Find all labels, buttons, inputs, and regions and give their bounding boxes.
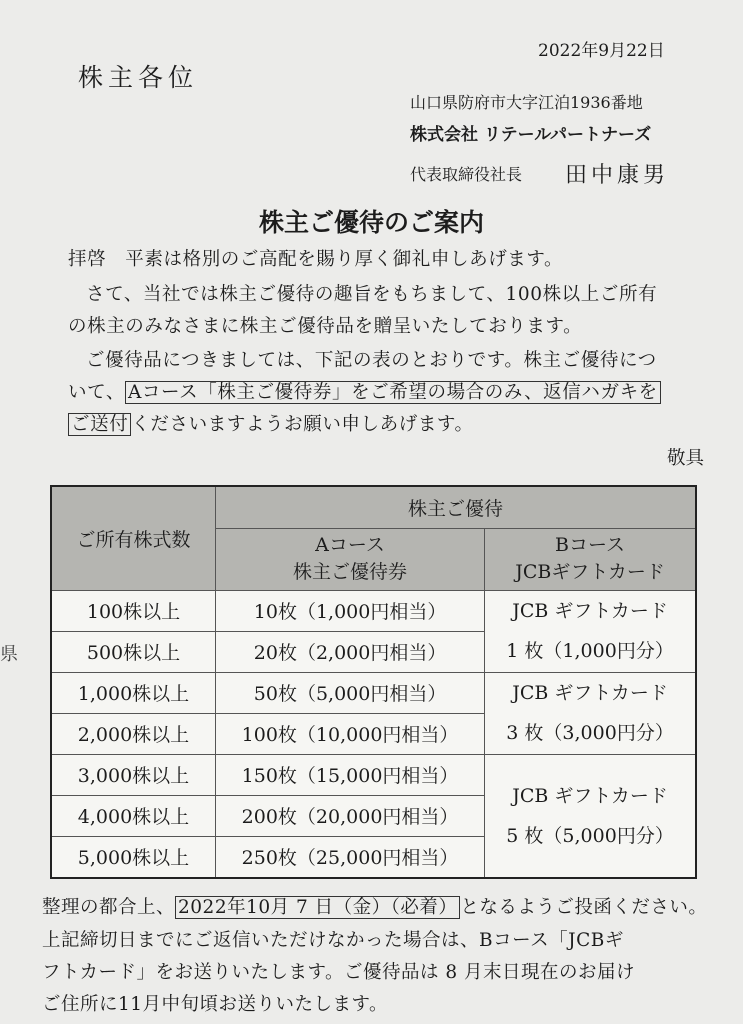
shares-cell: 3,000株以上 (51, 754, 215, 795)
table-row (51, 672, 696, 713)
header-course-a (215, 528, 484, 590)
shares-cell: 2,000株以上 (51, 713, 215, 754)
para2-line2 (68, 378, 661, 404)
course-b-card: JCB ギフトカード (512, 784, 668, 807)
deadline-date: 2022年10月 7 日（金）（必着） (175, 896, 460, 919)
note-line1-post: となるようご投函ください。 (460, 897, 708, 918)
closing-word: 敬具 (667, 448, 705, 469)
course-a-cell: 100枚（10,000円相当） (215, 713, 484, 754)
para2-line1: ご優待品につきましては、下記の表のとおりです。株主ご優待につ (86, 350, 657, 371)
header-shares: ご所有株式数 (51, 486, 215, 590)
shares-cell: 100株以上 (51, 590, 215, 631)
letter-date: 2022年9月22日 (538, 41, 665, 61)
course-b-cell (485, 590, 696, 672)
header-course-b (485, 528, 696, 590)
para2-line3 (68, 410, 474, 436)
course-b-cell (485, 754, 696, 878)
shares-cell: 4,000株以上 (51, 795, 215, 836)
course-b-card: JCB ギフトカード (512, 682, 668, 704)
greeting-line: 拝啓 平素は格別のご高配を賜り厚く御礼申しあげます。 (68, 249, 564, 270)
header-benefit: 株主ご優待 (215, 486, 696, 528)
addressee: 株主各位 (78, 63, 199, 92)
table-row (51, 754, 696, 795)
course-a-cell: 10枚（1,000円相当） (215, 590, 484, 631)
note-line4: ご住所に11月中旬頃お送りいたします。 (42, 994, 389, 1015)
course-b-name: Bコース (555, 534, 626, 556)
page-title: 株主ご優待のご案内 (258, 208, 484, 237)
course-a-cell: 200枚（20,000円相当） (215, 795, 484, 836)
para2-line3-post: くださいますようお願い申しあげます。 (131, 414, 474, 435)
table-row (51, 590, 696, 631)
benefit-table (50, 485, 697, 879)
sender-title: 代表取締役社長 (410, 165, 523, 184)
course-b-amount: 5 枚（5,000円分） (506, 824, 674, 847)
course-a-cell: 150枚（15,000円相当） (215, 754, 484, 795)
shares-cell: 1,000株以上 (51, 672, 215, 713)
course-b-card: JCB ギフトカード (512, 600, 668, 622)
note-line3: フトカード」をお送りいたします。ご優待品は 8 月末日現在のお届け (42, 962, 635, 983)
highlighted-instruction: Aコース「株主ご優待券」をご希望の場合のみ、返信ハガキを (125, 381, 661, 404)
note-line2: 上記締切日までにご返信いただけなかった場合は、Bコース「JCBギ (42, 930, 624, 951)
course-b-amount: 1 枚（1,000円分） (506, 640, 674, 662)
course-b-item: JCBギフトカード (515, 561, 665, 583)
highlighted-instruction-end: ご送付 (68, 413, 131, 436)
course-b-cell (485, 672, 696, 754)
note-line1-pre: 整理の都合上、 (42, 897, 176, 918)
para1-line2: の株主のみなさまに株主ご優待品を贈呈いたしております。 (68, 316, 583, 337)
edge-fragment: 県 (0, 644, 18, 665)
shares-cell: 5,000株以上 (51, 836, 215, 878)
course-b-amount: 3 枚（3,000円分） (506, 722, 674, 744)
course-a-name: Aコース (315, 534, 385, 556)
para1-line1: さて、当社では株主ご優待の趣旨をもちまして、100株以上ご所有 (86, 284, 658, 305)
note-line1 (42, 893, 707, 919)
sender-name: 田中康男 (565, 163, 670, 188)
sender-address: 山口県防府市大字江泊1936番地 (410, 93, 643, 112)
shares-cell: 500株以上 (51, 631, 215, 672)
para2-line2-pre: いて、 (68, 382, 125, 403)
course-a-cell: 250枚（25,000円相当） (215, 836, 484, 878)
sender-company: 株式会社 リテールパートナーズ (410, 125, 652, 145)
course-a-cell: 20枚（2,000円相当） (215, 631, 484, 672)
course-a-cell: 50枚（5,000円相当） (215, 672, 484, 713)
course-a-item: 株主ご優待券 (293, 561, 408, 583)
